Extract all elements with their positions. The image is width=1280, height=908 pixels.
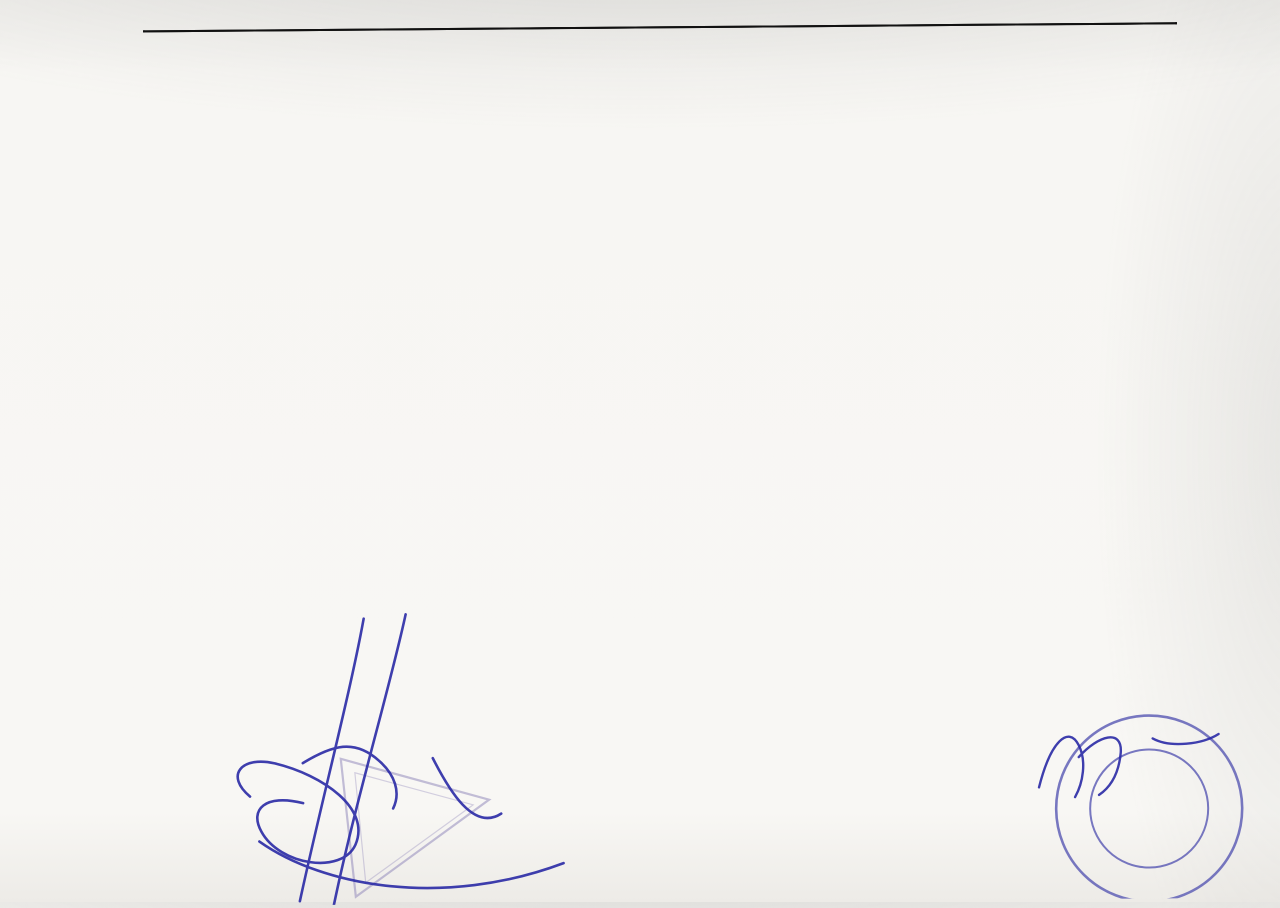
- note-body: [197, 40, 1157, 48]
- director-institute: [978, 768, 1238, 770]
- director-title: [978, 768, 1238, 770]
- coordinator-stamp-icon: [341, 758, 490, 897]
- coordinator-title: [221, 768, 481, 770]
- coordinator-signature-block: [221, 768, 481, 770]
- note-section: [197, 40, 1157, 48]
- coordinator-pen-signature: [236, 613, 563, 906]
- note-heading: [197, 40, 1157, 48]
- coordinator-degree: [221, 768, 481, 770]
- director-signature-block: [978, 768, 1238, 770]
- director-pen-signature: [1039, 734, 1219, 797]
- coordinator-university: [221, 768, 481, 770]
- coordinator-institute: [221, 768, 481, 770]
- director-university: [978, 768, 1238, 770]
- director-name: [978, 768, 1238, 770]
